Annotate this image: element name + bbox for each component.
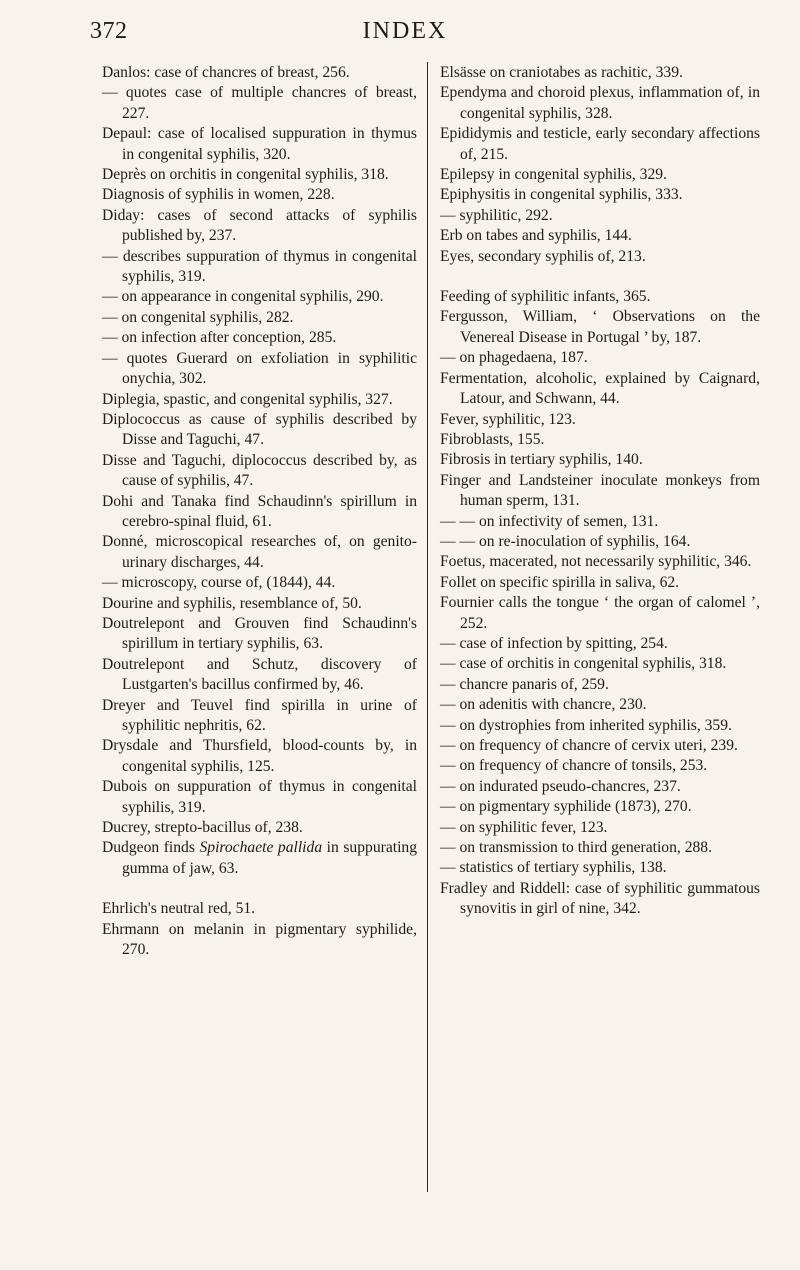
index-entry: — on infection after conception, 285. — [102, 329, 337, 347]
index-entry: Doutrelepont and Schutz, discovery of Lustgarten's bacillus confirmed by, 46. — [102, 655, 417, 694]
index-entry: Donné, microscopical researches of, on genito-urinary discharges, 44. — [102, 533, 417, 571]
index-entry: Dubois on suppuration of thymus in congenital syphilis, 319. — [102, 778, 417, 816]
index-entry: Ducrey, strepto-bacillus of, 238. — [102, 819, 303, 837]
index-entry: — syphilitic, 292. — [440, 206, 553, 224]
index-entry: Dudgeon finds Spirochaete pallida in suppurating gumma of jaw, 63. — [102, 839, 417, 877]
index-entry: Disse and Taguchi, diplococcus described by, as cause of syphilis, 47. — [102, 451, 417, 490]
column-divider — [427, 62, 428, 1192]
index-entry: Fibroblasts, 155. — [440, 430, 545, 448]
index-entry: Fermentation, alcoholic, explained by Caignard, Latour, and Schwann, 44. — [440, 369, 760, 408]
index-entry: Diplococcus as cause of syphilis described by Disse and Taguchi, 47. — [102, 410, 417, 449]
index-entry: Dreyer and Teuvel find spirilla in urine of syphilitic nephritis, 62. — [102, 696, 417, 734]
index-entry: Dohi and Tanaka find Schaudinn's spirillum in cerebro-spinal fluid, 61. — [102, 492, 417, 530]
index-entry: — on dystrophies from inherited syphilis, 359. — [440, 716, 732, 734]
index-entry: Erb on tabes and syphilis, 144. — [440, 227, 632, 245]
index-entry: Fever, syphilitic, 123. — [440, 410, 576, 428]
right-column — [440, 63, 760, 920]
index-entry: — on pigmentary syphilide (1873), 270. — [440, 798, 692, 816]
italic-term: Spirochaete pallida — [199, 839, 323, 857]
index-entry: — describes suppuration of thymus in congenital syphilis, 319. — [102, 247, 417, 286]
index-entry: — — on infectivity of semen, 131. — [440, 512, 659, 530]
index-entry: Ependyma and choroid plexus, inflammation of, in congenital syphilis, 328. — [440, 84, 760, 122]
index-entry: Drysdale and Thursfield, blood-counts by, in congenital syphilis, 125. — [102, 737, 417, 775]
index-entry: — on frequency of chancre of tonsils, 253. — [440, 757, 708, 775]
index-entry: Dourine and syphilis, resemblance of, 50. — [102, 594, 362, 612]
index-entry: Depaul: case of localised suppuration in thymus in congenital syphilis, 320. — [102, 125, 417, 163]
index-entry: Diagnosis of syphilis in women, 228. — [102, 186, 335, 204]
index-entry: — on indurated pseudo-chancres, 237. — [440, 777, 681, 795]
index-entry: — on appearance in congenital syphilis, 290. — [102, 288, 384, 306]
index-entry: Epilepsy in congenital syphilis, 329. — [440, 166, 667, 184]
index-entry: — quotes Guerard on exfoliation in syphilitic onychia, 302. — [102, 349, 417, 388]
index-entry: — — on re-inoculation of syphilis, 164. — [440, 532, 691, 550]
index-entry: — on congenital syphilis, 282. — [102, 308, 294, 326]
index-entry: Danlos: case of chancres of breast, 256. — [102, 64, 350, 81]
index-entry: Foetus, macerated, not necessarily syphilitic, 346. — [440, 553, 752, 571]
index-entry: — case of orchitis in congenital syphilis, 318. — [440, 655, 727, 673]
index-entry: — statistics of tertiary syphilis, 138. — [440, 859, 667, 877]
index-entry: Feeding of syphilitic infants, 365. — [440, 288, 651, 306]
index-entry: Deprès on orchitis in congenital syphilis, 318. — [102, 166, 389, 184]
index-entry: Doutrelepont and Grouven find Schaudinn's spirillum in tertiary syphilis, 63. — [102, 614, 417, 653]
index-entry: Diplegia, spastic, and congenital syphilis, 327. — [102, 390, 393, 408]
index-entry: — on phagedaena, 187. — [440, 349, 588, 367]
index-entry: Epididymis and testicle, early secondary affections of, 215. — [440, 125, 760, 163]
index-entry: Eyes, secondary syphilis of, 213. — [440, 247, 646, 265]
index-entry: — on transmission to third generation, 288. — [440, 839, 712, 857]
index-entry: — case of infection by spitting, 254. — [440, 634, 668, 652]
index-entry: — chancre panaris of, 259. — [440, 675, 609, 693]
index-entry: Fournier calls the tongue ‘ the organ of calomel ’, 252. — [440, 594, 760, 632]
index-entry: Ehrlich's neutral red, 51. — [102, 900, 256, 918]
index-entry: Fibrosis in tertiary syphilis, 140. — [440, 451, 643, 469]
page-header — [90, 18, 720, 48]
index-entry: Follet on specific spirilla in saliva, 62. — [440, 573, 680, 591]
left-column — [102, 63, 417, 960]
page-number: 372 — [90, 18, 128, 44]
index-entry: Fergusson, William, ‘ Observations on the Venereal Disease in Portugal ’ by, 187. — [440, 308, 760, 346]
index-entry: Diday: cases of second attacks of syphilis published by, 237. — [102, 206, 417, 245]
index-entry: — on adenitis with chancre, 230. — [440, 696, 647, 714]
running-title: INDEX — [362, 18, 448, 44]
index-entry: — quotes case of multiple chancres of breast, 227. — [102, 84, 417, 122]
index-entry: Elsässe on craniotabes as rachitic, 339. — [440, 64, 683, 81]
index-entry: — on frequency of chancre of cervix uteri, 239. — [440, 737, 738, 754]
index-entry: Epiphysitis in congenital syphilis, 333. — [440, 186, 683, 204]
index-entry: Finger and Landsteiner inoculate monkeys from human sperm, 131. — [440, 471, 760, 510]
index-entry: Fradley and Riddell: case of syphilitic gummatous synovitis in girl of nine, 342. — [440, 879, 760, 918]
index-entry: — on syphilitic fever, 123. — [440, 818, 608, 836]
index-entry: Ehrmann on melanin in pigmentary syphilide, 270. — [102, 920, 417, 959]
index-entry: — microscopy, course of, (1844), 44. — [102, 574, 336, 592]
